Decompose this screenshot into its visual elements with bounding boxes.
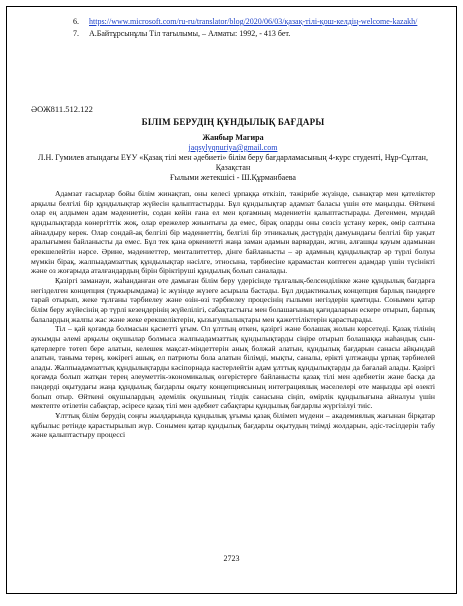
- reference-number: 6.: [73, 17, 79, 26]
- document-page: [6, 6, 457, 594]
- reference-item: [73, 29, 433, 40]
- body-paragraph: Ұлттық білім берудің соңғы жылдарында құндылық ұғымы қазақ білімеп мүдени – академиялық жағынан бірқатар құбылыс ретінде қарастырылып жүр. Сонымен қатар құндылық бағдарлы оқытудың тиімді жолдарын, әдіс-тәсілдерін табу және қалыптастыру процессі: [31, 411, 435, 440]
- reference-item: [73, 17, 433, 28]
- article-title: БІЛІМ БЕРУДІҢ ҚҰНДЫЛЫҚ БАҒДАРЫ: [141, 117, 325, 127]
- author-affiliation: Л.Н. Гумилев атындағы ЕҰУ «Қазақ тілі мен әдебиеті» білім беру бағдарламасының 4-курс студенті, Нұр-Сұлтан, Қазақстан: [38, 153, 428, 172]
- page-number: 2723: [223, 554, 240, 563]
- body-paragraph: Тіл – қай қоғамда болмасын қасиетті ұғым. Ол ұлттың өткен, қазіргі және болашақ жолын көрсетеді. Қазақ тілінің аукымды әлемі арқылы оқушылар болмыса жалпыадамзаттық құндылықтарды сіңіре отырып болашаққа жаһандық сын-қатерлерге төтеп бере алатын, келешек мақсат-міндеттерін анық болжай алатын, құндылық бағдарын санасы айқындай алатын, таныма терең, көкірегі ашық, ел патриоты бола алатын білімді, мықты, саналы, ерікті ұлтжанды ұрпақ тәрбиелей алады. Жалпыадамзаттық құндылықтарды кәсіпорнада кастерлейтін адам ұлттық құндылықтарды да бағалай алады. Қазіргі қоғамда болып жатқан терең әлеуметтік-экономикалық өзгерістерге байланысты қазақ тілі мен әдебиетін және басқа да пәндерді оқытудағы жаңа құндылық бағдарлы оқыту концепциясының интеграциялық мәселелері өте маңызды әрі өзекті болып отыр. Өйткені оқушылардың әдемілік оқушының тілдік санасына сіңіп, өмірлік құндылығына айналуы үшін мектепте өтілетін сабақтар, әсіресе қазақ тілі мен әдебиет сабақтары құндылық бағдарлы жүргізілуі тиіс.: [31, 324, 435, 411]
- body-paragraph: Адамзат ғасырлар бойы білім жинақтап, оны келесі ұрпаққа өткізіп, тәжірибе жүзінде, сынақтар мен қателіктер арқылы белгілі бір құндылықтар жүйесін қалыптастырды. Бұл құндылықтар адамзат баласы үшін өте маңызды. Өйткені олар ең алдымен адам мәдениетін, содан кейін ғана ел мен қоғамның мәдениетін қалыптастырады. Дегенмен, мұндай құндылықтарда көнергіттік жоқ, олар ережелер жиынтығы да емес, бірақ оларды оны сөзсіз ұстану керек, өмір салтына айналдыру керек. Олар сондай-ақ белгілі бір мәдениеттің, белгілі бір этникалық дәстүрдің дамуындағы белгілі бір уақыт аралығымен байланысты да емес. Бұл тек қана өркениетті жаңа заман адамын варвардан, жгин, алғашқы қауым адамынан ерекшелейтін нәрсе. Әрине, мәдениеттер, менталитеттер, дінге байланысты – әр адамның құндылықтар әр түрлі болуы мүмкін бірақ, жалпыадамзаттық құндылықтар нәсілге, этносына, тәрбиесіне қарамастан көптеген адамдар үшін түсінікті және оз жоғарыда аталғандардың бірін біріктіруші құндылық болып саналады.: [31, 189, 435, 276]
- udc-code: ӘОЖ811.512.122: [31, 104, 93, 114]
- author-block: [31, 133, 435, 183]
- reference-number: 7.: [73, 28, 79, 38]
- author-email-link[interactable]: jaqsylyqnuriya@gmail.com: [188, 143, 278, 152]
- reference-text: А.Байтұрсынұлы Тіл тағылымы, – Алматы: 1992, - 413 бет.: [89, 28, 291, 38]
- reference-list: [73, 17, 433, 40]
- reference-link[interactable]: https://www.microsoft.com/ru-ru/translator/blog/2020/06/03/қазақ-тілі-қош-келдің-welcome-kazakh/: [89, 17, 418, 26]
- article-body: [31, 189, 435, 440]
- author-name: Жанбыр Магира: [202, 133, 264, 142]
- body-paragraph: Қазіргі заманауи, жаһанданған өте дамыған білім беру үдерісінде тұлғалық-белсенділікке және құндылық бағдарға негізделген концепция (тұжырымдама) іс жүзінде жүзеге асырыла бастады. Бұл дидактикалық концепция барлық пәндерге тарай отырып, жеке тұлғаны тәрбиелеу және өзін-өзі тәрбиелеу процесінің ғылыми негіздерін қамтиды. Сонымен қатар білім беру жүйесінің әр түрлі кезеңдерінің жүйелілігі, сабақтастығы мен болашағының қағидаларын ескере отырып, барлық балалардың жалпы жас және жеке ерекшеліктерін, қызығушылықтары мен қажеттіліктерін қарастырады.: [31, 275, 435, 324]
- supervisor-line: Ғылыми жетекшісі - Ш.Құрманбаева: [170, 173, 296, 182]
